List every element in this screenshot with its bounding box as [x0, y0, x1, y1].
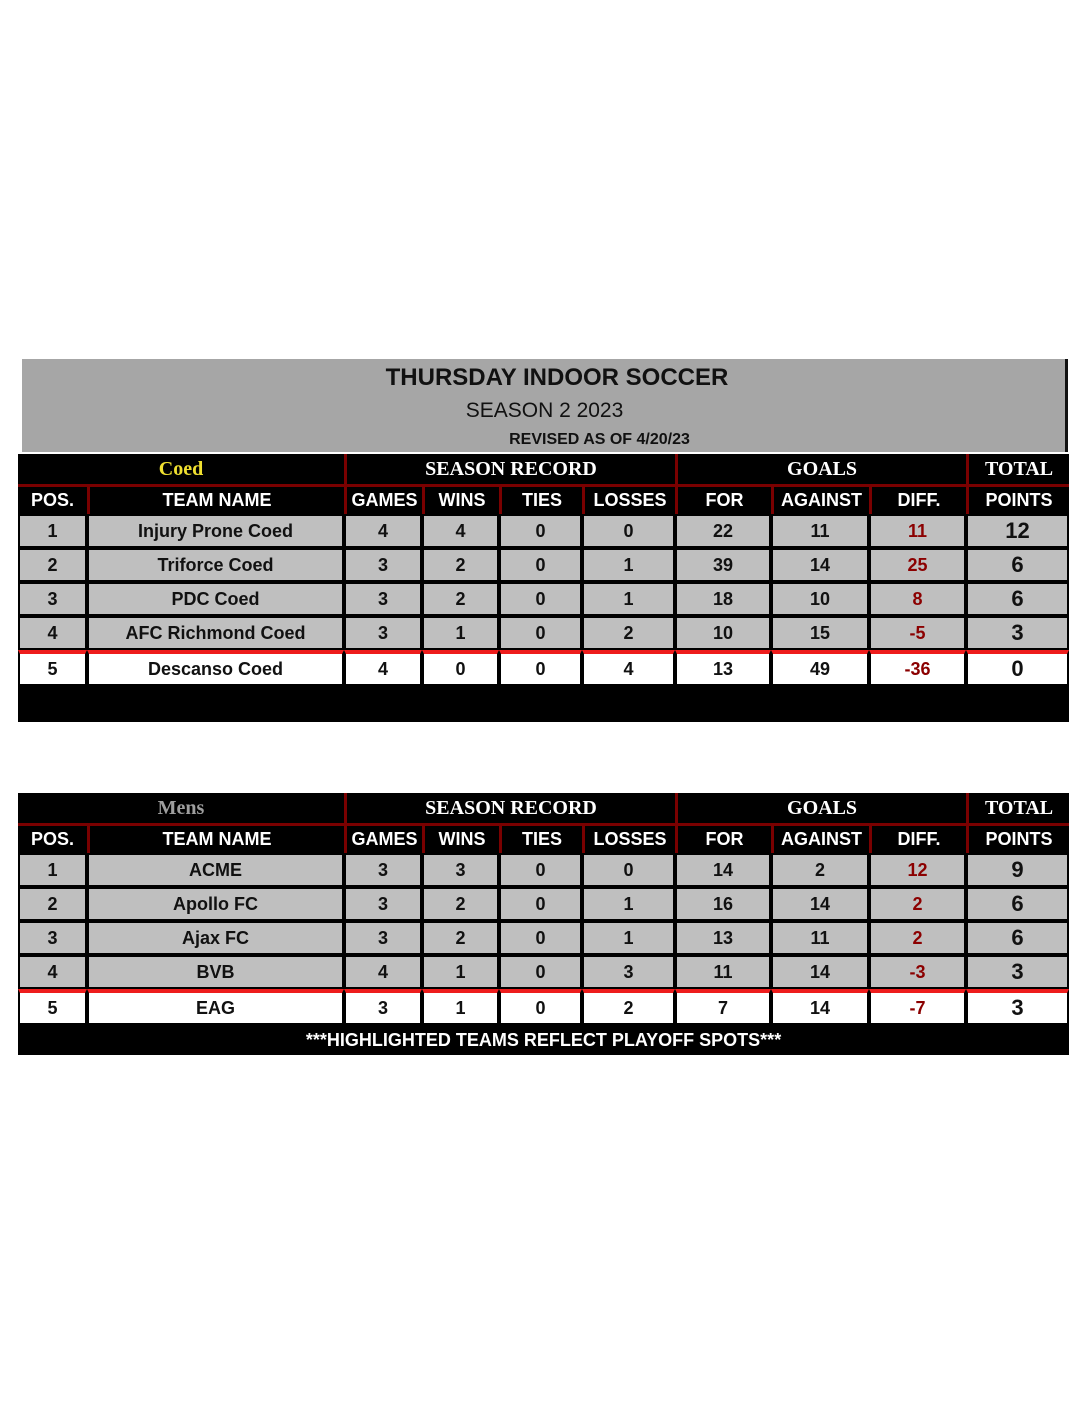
points-cell: 3 [966, 989, 1069, 1025]
pos-cell: 4 [18, 955, 87, 989]
col-against: AGAINST [771, 826, 869, 853]
diff-cell: 8 [869, 582, 966, 616]
diff-cell: 12 [869, 853, 966, 887]
playoff-footnote: ***HIGHLIGHTED TEAMS REFLECT PLAYOFF SPOTS*** [18, 1025, 1069, 1055]
team-name-cell: Injury Prone Coed [87, 514, 344, 548]
ties-cell: 0 [499, 853, 582, 887]
for-cell: 13 [675, 650, 771, 686]
col-wins: WINS [422, 487, 499, 514]
col-against: AGAINST [771, 487, 869, 514]
games-cell: 3 [344, 921, 422, 955]
team-name-cell: Triforce Coed [87, 548, 344, 582]
wins-cell: 2 [422, 582, 499, 616]
losses-cell: 1 [582, 548, 675, 582]
against-cell: 10 [771, 582, 869, 616]
page-title: THURSDAY INDOOR SOCCER [385, 364, 729, 391]
col-losses: LOSSES [582, 487, 675, 514]
table-row [18, 921, 1069, 955]
revised-date: REVISED AS OF 4/20/23 [509, 431, 690, 448]
team-name-cell: EAG [87, 989, 344, 1025]
points-cell: 6 [966, 582, 1069, 616]
wins-cell: 0 [422, 650, 499, 686]
games-cell: 3 [344, 853, 422, 887]
mens-standings-table [18, 793, 1069, 1055]
points-cell: 3 [966, 955, 1069, 989]
team-name-cell: Apollo FC [87, 887, 344, 921]
season-record-group: SEASON RECORD [344, 454, 675, 487]
for-cell: 11 [675, 955, 771, 989]
diff-cell: -5 [869, 616, 966, 650]
group-header-row [18, 793, 1069, 826]
games-cell: 3 [344, 887, 422, 921]
against-cell: 14 [771, 887, 869, 921]
col-games: GAMES [344, 826, 422, 853]
against-cell: 14 [771, 989, 869, 1025]
col-team-name: TEAM NAME [87, 826, 344, 853]
col-diff: DIFF. [869, 487, 966, 514]
team-name-cell: Ajax FC [87, 921, 344, 955]
col-games: GAMES [344, 487, 422, 514]
wins-cell: 4 [422, 514, 499, 548]
title-banner [22, 359, 1068, 452]
col-diff: DIFF. [869, 826, 966, 853]
losses-cell: 3 [582, 955, 675, 989]
column-header-row [18, 487, 1069, 514]
against-cell: 14 [771, 955, 869, 989]
points-cell: 6 [966, 921, 1069, 955]
for-cell: 16 [675, 887, 771, 921]
games-cell: 3 [344, 582, 422, 616]
ties-cell: 0 [499, 616, 582, 650]
table-row [18, 887, 1069, 921]
losses-cell: 2 [582, 989, 675, 1025]
games-cell: 3 [344, 548, 422, 582]
ties-cell: 0 [499, 887, 582, 921]
ties-cell: 0 [499, 921, 582, 955]
diff-cell: -3 [869, 955, 966, 989]
pos-cell: 5 [18, 650, 87, 686]
for-cell: 7 [675, 989, 771, 1025]
for-cell: 39 [675, 548, 771, 582]
against-cell: 11 [771, 514, 869, 548]
team-name-cell: AFC Richmond Coed [87, 616, 344, 650]
table-row [18, 582, 1069, 616]
for-cell: 13 [675, 921, 771, 955]
diff-cell: 11 [869, 514, 966, 548]
col-ties: TIES [499, 826, 582, 853]
losses-cell: 2 [582, 616, 675, 650]
games-cell: 4 [344, 955, 422, 989]
wins-cell: 3 [422, 853, 499, 887]
col-ties: TIES [499, 487, 582, 514]
season-record-group: SEASON RECORD [344, 793, 675, 826]
goals-group: GOALS [675, 793, 966, 826]
team-name-cell: Descanso Coed [87, 650, 344, 686]
against-cell: 11 [771, 921, 869, 955]
team-name-cell: ACME [87, 853, 344, 887]
wins-cell: 2 [422, 548, 499, 582]
for-cell: 18 [675, 582, 771, 616]
col-for: FOR [675, 487, 771, 514]
season-label: SEASON 2 2023 [465, 399, 624, 422]
games-cell: 3 [344, 989, 422, 1025]
points-cell: 9 [966, 853, 1069, 887]
losses-cell: 1 [582, 921, 675, 955]
wins-cell: 1 [422, 955, 499, 989]
losses-cell: 1 [582, 582, 675, 616]
for-cell: 10 [675, 616, 771, 650]
column-header-row [18, 826, 1069, 853]
diff-cell: 25 [869, 548, 966, 582]
games-cell: 3 [344, 616, 422, 650]
col-losses: LOSSES [582, 826, 675, 853]
for-cell: 14 [675, 853, 771, 887]
wins-cell: 1 [422, 616, 499, 650]
losses-cell: 4 [582, 650, 675, 686]
table-row [18, 650, 1069, 686]
games-cell: 4 [344, 650, 422, 686]
col-team-name: TEAM NAME [87, 487, 344, 514]
col-wins: WINS [422, 826, 499, 853]
points-cell: 3 [966, 616, 1069, 650]
ties-cell: 0 [499, 514, 582, 548]
total-group: TOTAL [966, 454, 1069, 487]
points-cell: 0 [966, 650, 1069, 686]
losses-cell: 0 [582, 853, 675, 887]
ties-cell: 0 [499, 650, 582, 686]
group-header-row [18, 454, 1069, 487]
pos-cell: 2 [18, 887, 87, 921]
wins-cell: 2 [422, 887, 499, 921]
pos-cell: 2 [18, 548, 87, 582]
against-cell: 49 [771, 650, 869, 686]
against-cell: 2 [771, 853, 869, 887]
ties-cell: 0 [499, 582, 582, 616]
table-row [18, 548, 1069, 582]
table-row [18, 989, 1069, 1025]
col-points: POINTS [966, 487, 1069, 514]
total-group: TOTAL [966, 793, 1069, 826]
wins-cell: 1 [422, 989, 499, 1025]
diff-cell: 2 [869, 887, 966, 921]
points-cell: 6 [966, 887, 1069, 921]
table-footer-bar [18, 686, 1069, 722]
pos-cell: 4 [18, 616, 87, 650]
points-cell: 6 [966, 548, 1069, 582]
ties-cell: 0 [499, 989, 582, 1025]
division-label: Coed [18, 454, 344, 487]
team-name-cell: BVB [87, 955, 344, 989]
team-name-cell: PDC Coed [87, 582, 344, 616]
pos-cell: 1 [18, 853, 87, 887]
ties-cell: 0 [499, 955, 582, 989]
division-label: Mens [18, 793, 344, 826]
points-cell: 12 [966, 514, 1069, 548]
for-cell: 22 [675, 514, 771, 548]
table-row [18, 955, 1069, 989]
ties-cell: 0 [499, 548, 582, 582]
col-pos: POS. [30, 490, 74, 510]
pos-cell: 3 [18, 921, 87, 955]
footnote-row [18, 1025, 1069, 1055]
coed-standings-table [18, 454, 1069, 722]
table-row [18, 616, 1069, 650]
diff-cell: 2 [869, 921, 966, 955]
goals-group: GOALS [675, 454, 966, 487]
against-cell: 14 [771, 548, 869, 582]
losses-cell: 1 [582, 887, 675, 921]
pos-cell: 5 [18, 989, 87, 1025]
col-pos: POS. [30, 829, 74, 849]
pos-cell: 3 [18, 582, 87, 616]
table-row [18, 853, 1069, 887]
diff-cell: -7 [869, 989, 966, 1025]
table-row [18, 514, 1069, 548]
col-for: FOR [675, 826, 771, 853]
games-cell: 4 [344, 514, 422, 548]
wins-cell: 2 [422, 921, 499, 955]
pos-cell: 1 [18, 514, 87, 548]
col-points: POINTS [966, 826, 1069, 853]
losses-cell: 0 [582, 514, 675, 548]
against-cell: 15 [771, 616, 869, 650]
diff-cell: -36 [869, 650, 966, 686]
